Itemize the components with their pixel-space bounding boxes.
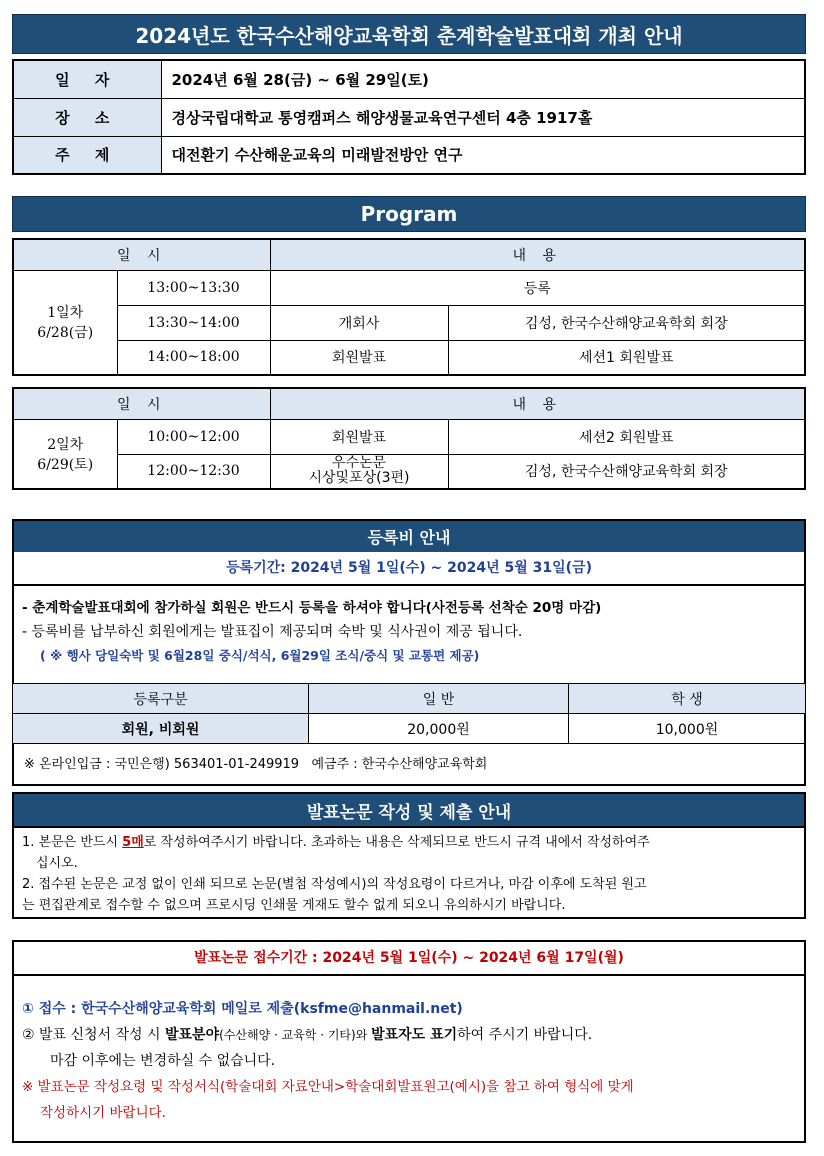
text: 발표분야 [165,1027,220,1043]
col-date-header: 일 시 [13,388,270,419]
item-cell: 개회사 [270,305,448,340]
col-content-header: 내 용 [270,388,805,419]
table-row [13,270,805,305]
account-info: ※ 온라인입금 : 국민은행) 563401-01-249919 예금주 : 한국수산해양교육학회 [24,757,488,772]
time-cell: 14:00~18:00 [117,340,270,375]
item-cell: 회원발표 [270,340,448,375]
info-row-venue [13,98,805,136]
detail-cell: 세션2 회원발표 [448,419,805,454]
fee-category: 회원, 비회원 [13,714,309,744]
registration-section [12,519,806,786]
paper-item-2-cont: 는 편집관계로 접수할 수 없으며 프로시딩 인쇄물 게재도 할수 없게 되오니 유의하시기 바랍니다. [22,898,566,913]
info-label: 주 제 [13,136,161,174]
table-row [13,419,805,454]
note-line: - 등록비를 납부하신 회원에게는 발표집이 제공되며 숙박 및 식사권이 제공 됩니다. [22,624,523,640]
text: (수산해양 · 교육학 · 기타)와 [219,1028,372,1042]
submission-period: 발표논문 접수기간 : 2024년 5월 1일(수) ~ 2024년 6월 17일(월) [14,942,804,976]
fee-header: 일 반 [309,684,569,714]
program-day1-table [12,238,806,376]
paper-body [14,828,804,916]
paper-title-bar [14,794,804,828]
submission-item-1: ① 접수 : 한국수산해양교육학회 메일로 제출(ksfme@hanmail.net) [22,1001,463,1017]
time-cell: 13:30~14:00 [117,305,270,340]
paper-title: 발표논문 작성 및 제출 안내 [306,802,512,823]
fee-table [12,683,806,744]
page-title: 2024년도 한국수산해양교육학회 춘계학술발표대회 개최 안내 [135,23,683,48]
registration-title: 등록비 안내 [367,528,451,547]
submission-item-2-cont: 마감 이후에는 변경하실 수 없습니다. [50,1053,276,1069]
program-day2-table [12,387,806,490]
program-title: Program [360,202,458,226]
registration-period: 등록기간: 2024년 5월 1일(수) ~ 2024년 5월 31일(금) [14,552,804,586]
submission-note: ※ 발표논문 작성요령 및 작성서식(학술대회 자료안내>학술대회발표원고(예시)을 참고 하여 형식에 맞게 [22,1079,634,1095]
submission-note-cont: 작성하시기 바랍니다. [40,1105,166,1121]
event-info-table [12,59,806,175]
content-cell: 등록 [270,270,805,305]
info-value: 대전환기 수산해운교육의 미래발전방안 연구 [161,136,805,174]
registration-title-bar [14,521,804,552]
submission-section [12,940,806,1143]
day-date: 6/29(토) [37,456,94,473]
table-row [13,340,805,375]
text: 1. 본문은 반드시 [22,835,123,850]
item-cell [270,454,448,489]
paper-item-1 [22,832,796,853]
text: 발표자도 표기 [371,1027,458,1043]
info-row-topic [13,136,805,174]
col-content-header: 내 용 [270,239,805,270]
item-cell: 회원발표 [270,419,448,454]
time-cell: 13:00~13:30 [117,270,270,305]
fee-header: 등록구분 [13,684,309,714]
paper-section [12,792,806,919]
submission-body [14,976,804,1126]
day-cell [13,419,117,489]
time-cell: 10:00~12:00 [117,419,270,454]
item-line: 우수논문 [331,455,387,472]
time-cell: 12:00~12:30 [117,454,270,489]
detail-cell: 김성, 한국수산해양교육학회 회장 [448,454,805,489]
note-line: ( ※ 행사 당일숙박 및 6월28일 중식/석식, 6월29일 조식/중식 및 교통편 제공) [40,648,480,663]
col-date-header: 일 시 [13,239,270,270]
page-limit: 5매 [122,835,144,850]
paper-item-2: 2. 접수된 논문은 교정 없이 인쇄 되므로 논문(별첨 작성예시)의 작성요령이 다르거나, 마감 이후에 도착된 원고 [22,877,647,892]
table-row [13,454,805,489]
fee-student: 10,000원 [569,714,806,744]
detail-cell: 김성, 한국수산해양교육학회 회장 [448,305,805,340]
info-value: 경상국립대학교 통영캠퍼스 해양생물교육연구센터 4층 1917홀 [161,98,805,136]
day-label: 1일차 [47,305,84,322]
note-line: - 춘계학술발표대회에 참가하실 회원은 반드시 등록을 하셔야 합니다(사전등록 선착순 20명 마감) [22,600,602,616]
fee-header: 학 생 [569,684,806,714]
item-line: 시상및포상(3편) [308,470,410,487]
page-title-bar [12,14,806,54]
paper-item-1-cont: 십시오. [36,856,78,871]
registration-notes [14,586,804,668]
fee-general: 20,000원 [309,714,569,744]
detail-cell: 세션1 회원발표 [448,340,805,375]
day-label: 2일차 [47,436,84,453]
text: 하여 주시기 바랍니다. [457,1027,593,1043]
info-label: 장 소 [13,98,161,136]
submission-item-2 [22,1022,796,1048]
day-date: 6/28(금) [37,325,94,342]
info-value: 2024년 6월 28(금) ~ 6월 29일(토) [161,60,805,98]
text: ② 발표 신청서 작성 시 [22,1027,165,1043]
program-title-bar [12,196,806,232]
info-label: 일 자 [13,60,161,98]
day-cell [13,270,117,375]
table-row [13,305,805,340]
text: 로 작성하여주시기 바랍니다. 초과하는 내용은 삭제되므로 반드시 규격 내에서 작성하여주 [143,835,650,850]
info-row-date [13,60,805,98]
